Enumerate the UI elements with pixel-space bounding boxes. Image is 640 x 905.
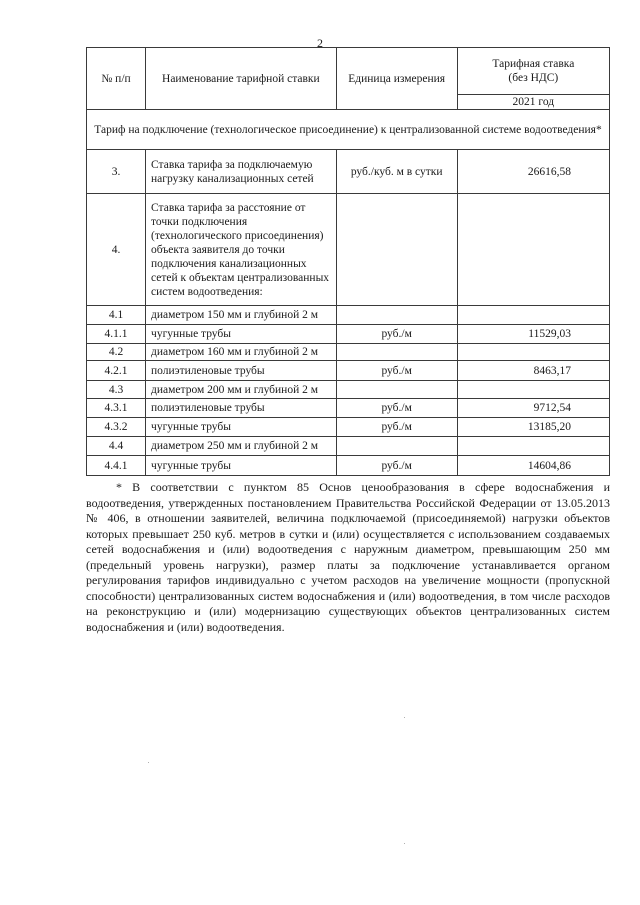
table-row	[87, 150, 610, 194]
page-number: 2	[317, 36, 323, 50]
header-unit: Единица измерения	[336, 48, 457, 110]
table-row	[87, 456, 610, 476]
row-unit: руб./м	[336, 325, 457, 344]
row-number: 4.2	[87, 344, 146, 361]
row-unit: руб./м	[336, 456, 457, 476]
row-unit: руб./м	[336, 399, 457, 418]
row-number: 4.1.1	[87, 325, 146, 344]
table-row	[87, 361, 610, 381]
header-year: 2021 год	[457, 95, 609, 110]
row-name: полиэтиленовые трубы	[146, 399, 337, 418]
row-name: полиэтиленовые трубы	[146, 361, 337, 381]
row-number: 4.	[87, 194, 146, 306]
row-name: диаметром 250 мм и глубиной 2 м	[146, 437, 337, 456]
row-number: 4.3	[87, 381, 146, 399]
row-name: диаметром 160 мм и глубиной 2 м	[146, 344, 337, 361]
row-number: 4.4.1	[87, 456, 146, 476]
scan-speck	[148, 762, 149, 763]
table-row	[87, 194, 610, 306]
table-row	[87, 344, 610, 361]
row-value: 13185,20	[457, 418, 609, 437]
header-rate-line1: Тарифная ставка	[492, 58, 575, 70]
table-row	[87, 381, 610, 399]
row-name: чугунные трубы	[146, 325, 337, 344]
row-value	[457, 194, 609, 306]
row-unit	[336, 437, 457, 456]
row-value	[457, 381, 609, 399]
header-rate-line2: (без НДС)	[508, 72, 559, 84]
row-number: 3.	[87, 150, 146, 194]
row-number: 4.2.1	[87, 361, 146, 381]
row-value	[457, 306, 609, 325]
section-title: Тариф на подключение (технологическое присоединение) к централизованной системе водоотведения*	[87, 110, 610, 150]
row-unit: руб./куб. м в сутки	[336, 150, 457, 194]
row-name: чугунные трубы	[146, 456, 337, 476]
row-number: 4.3.2	[87, 418, 146, 437]
row-name: диаметром 150 мм и глубиной 2 м	[146, 306, 337, 325]
row-unit	[336, 306, 457, 325]
row-name: диаметром 200 мм и глубиной 2 м	[146, 381, 337, 399]
row-name: Ставка тарифа за расстояние от точки подключения (технологического присоединения) объекта заявителя до точки подключения канализационных сетей к объектам централизованных систем водоотведения:	[146, 194, 337, 306]
row-unit: руб./м	[336, 418, 457, 437]
row-unit: руб./м	[336, 361, 457, 381]
table-row	[87, 325, 610, 344]
row-value: 14604,86	[457, 456, 609, 476]
row-value: 8463,17	[457, 361, 609, 381]
table-row	[87, 306, 610, 325]
row-value: 11529,03	[457, 325, 609, 344]
row-value: 9712,54	[457, 399, 609, 418]
row-name: Ставка тарифа за подключаемую нагрузку канализационных сетей	[146, 150, 337, 194]
section-row	[87, 110, 610, 150]
row-unit	[336, 194, 457, 306]
table-row	[87, 437, 610, 456]
row-number: 4.3.1	[87, 399, 146, 418]
header-number: № п/п	[87, 48, 146, 110]
row-unit	[336, 344, 457, 361]
header-name: Наименование тарифной ставки	[146, 48, 337, 110]
scan-speck	[404, 843, 405, 844]
scan-speck	[404, 717, 405, 718]
row-value	[457, 344, 609, 361]
table-row	[87, 418, 610, 437]
row-name: чугунные трубы	[146, 418, 337, 437]
tariff-table	[86, 47, 610, 476]
table-row	[87, 399, 610, 418]
header-rate	[457, 48, 609, 95]
table-header-row	[87, 48, 610, 95]
footnote: * В соответствии с пунктом 85 Основ ценообразования в сфере водоснабжения и водоотведения, утвержденных постановлением Правительства Российской Федерации от 13.05.2013 № 406, в отношении заявителей, величина подключаемой (присоединяемой) нагрузки объектов которых превышает 250 куб. метров в сутки и (или) осуществляется с использованием создаваемых сетей водоснабжения и (или) водоотведения с наружным диаметром, превышающим 250 мм (предельный уровень нагрузки), размер платы за подключение устанавливается органом регулирования тарифов индивидуально с учетом расходов на увеличение мощности (пропускной способности) централизованных систем водоснабжения и (или) водоотведения, в том числе расходов на реконструкцию и (или) модернизацию существующих объектов централизованных систем водоснабжения и (или) водоотведения.	[86, 480, 610, 634]
row-number: 4.1	[87, 306, 146, 325]
row-unit	[336, 381, 457, 399]
row-value	[457, 437, 609, 456]
row-value: 26616,58	[457, 150, 609, 194]
row-number: 4.4	[87, 437, 146, 456]
